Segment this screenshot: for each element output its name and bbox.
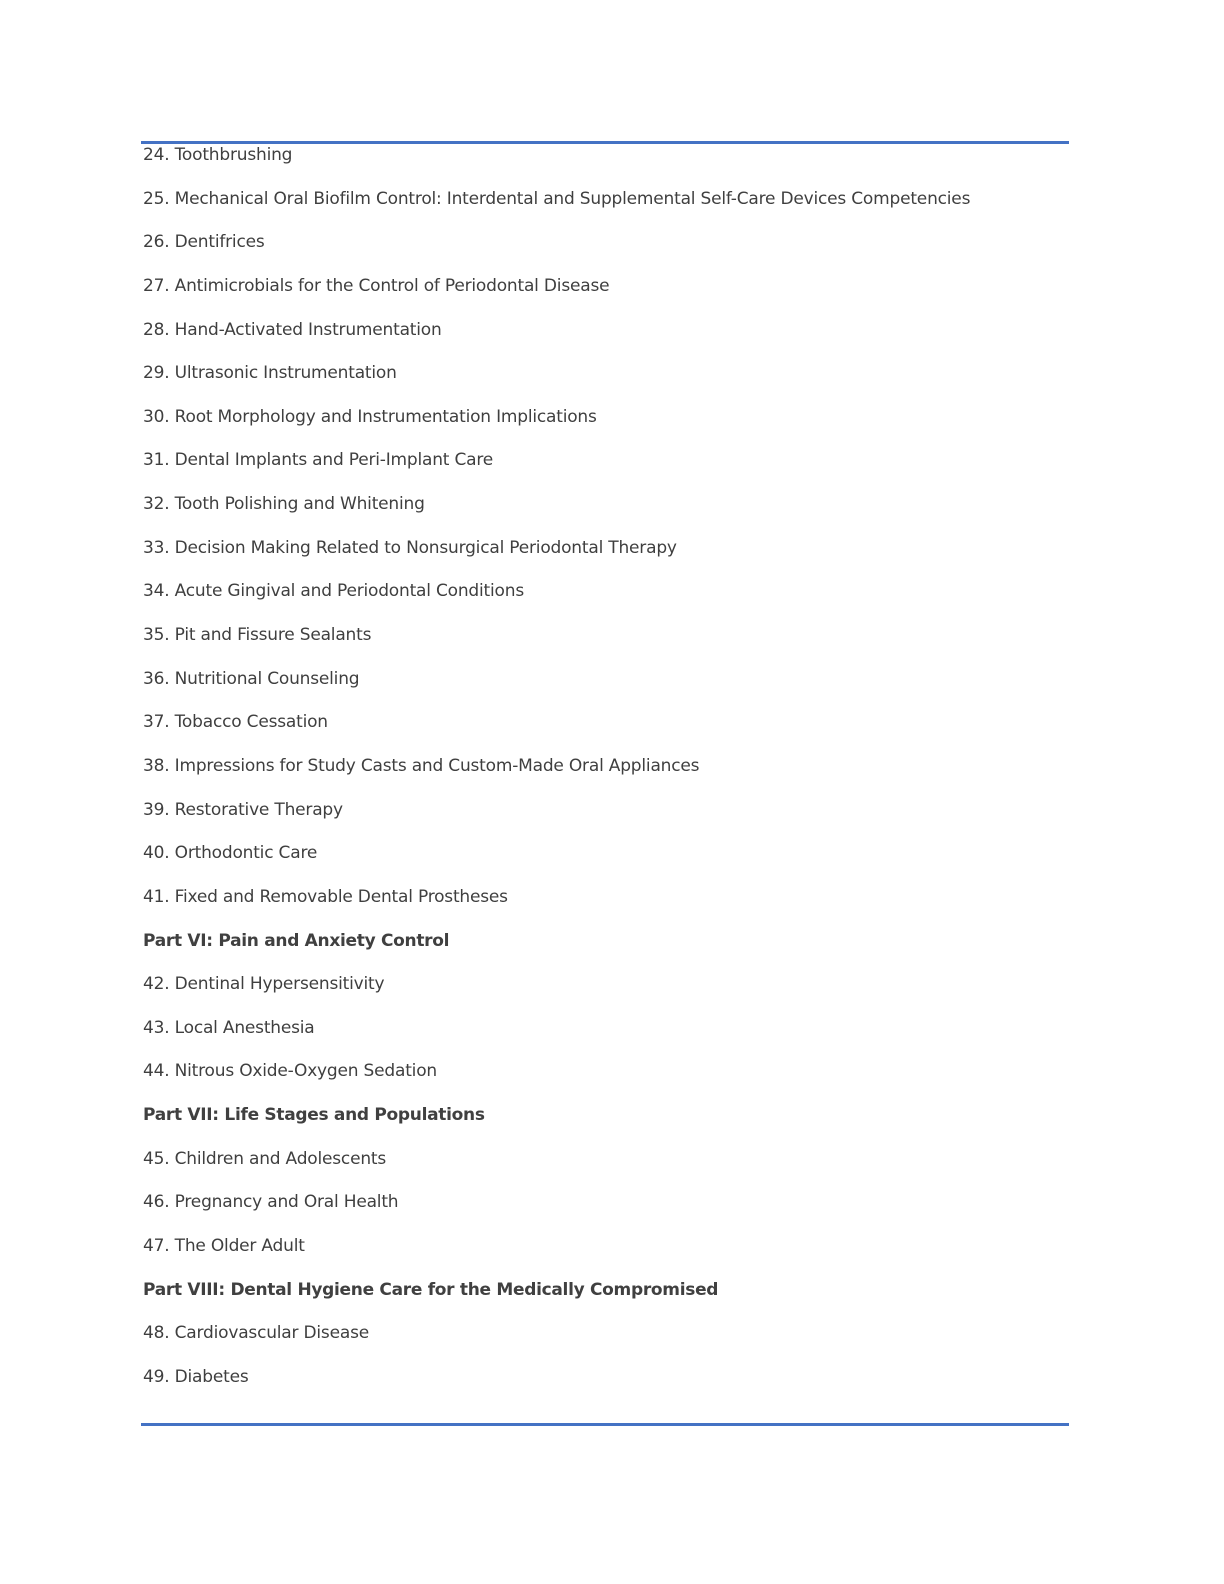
toc-line: 29. Ultrasonic Instrumentation [143, 363, 397, 384]
toc-line: 24. Toothbrushing [143, 145, 293, 165]
toc-line: 46. Pregnancy and Oral Health [143, 1192, 399, 1213]
toc-line: 30. Root Morphology and Instrumentation Implications [143, 406, 597, 427]
toc-line: 49. Diabetes [143, 1366, 249, 1387]
toc-line: 48. Cardiovascular Disease [143, 1323, 369, 1344]
toc-line: 31. Dental Implants and Peri-Implant Care [143, 450, 494, 471]
toc-line: 35. Pit and Fissure Sealants [143, 625, 372, 646]
bottom-rule [141, 1423, 1069, 1426]
toc-line: 39. Restorative Therapy [143, 799, 343, 820]
toc-line: 27. Antimicrobials for the Control of Periodontal Disease [143, 275, 610, 296]
toc-line: 34. Acute Gingival and Periodontal Conditions [143, 581, 524, 602]
toc-line: 37. Tobacco Cessation [143, 712, 328, 733]
toc-line: 25. Mechanical Oral Biofilm Control: Interdental and Supplemental Self-Care Devices Competencies [143, 188, 971, 209]
table-of-contents [143, 144, 1063, 1410]
toc-line: 28. Hand-Activated Instrumentation [143, 319, 442, 340]
part-heading: Part VI: Pain and Anxiety Control [143, 930, 450, 951]
toc-line: 44. Nitrous Oxide-Oxygen Sedation [143, 1061, 437, 1082]
part-heading: Part VIII: Dental Hygiene Care for the Medically Compromised [143, 1279, 719, 1300]
toc-line: 45. Children and Adolescents [143, 1148, 387, 1169]
toc-line: 47. The Older Adult [143, 1236, 305, 1257]
toc-line: 43. Local Anesthesia [143, 1017, 315, 1038]
toc-line: 36. Nutritional Counseling [143, 668, 360, 689]
toc-line: 32. Tooth Polishing and Whitening [143, 494, 425, 515]
part-heading: Part VII: Life Stages and Populations [143, 1105, 485, 1126]
toc-line: 41. Fixed and Removable Dental Prostheses [143, 886, 508, 907]
toc-line: 38. Impressions for Study Casts and Custom-Made Oral Appliances [143, 755, 700, 776]
toc-line: 40. Orthodontic Care [143, 843, 318, 864]
toc-line: 33. Decision Making Related to Nonsurgical Periodontal Therapy [143, 537, 677, 558]
toc-line: 26. Dentifrices [143, 232, 265, 253]
toc-line: 42. Dentinal Hypersensitivity [143, 974, 385, 995]
